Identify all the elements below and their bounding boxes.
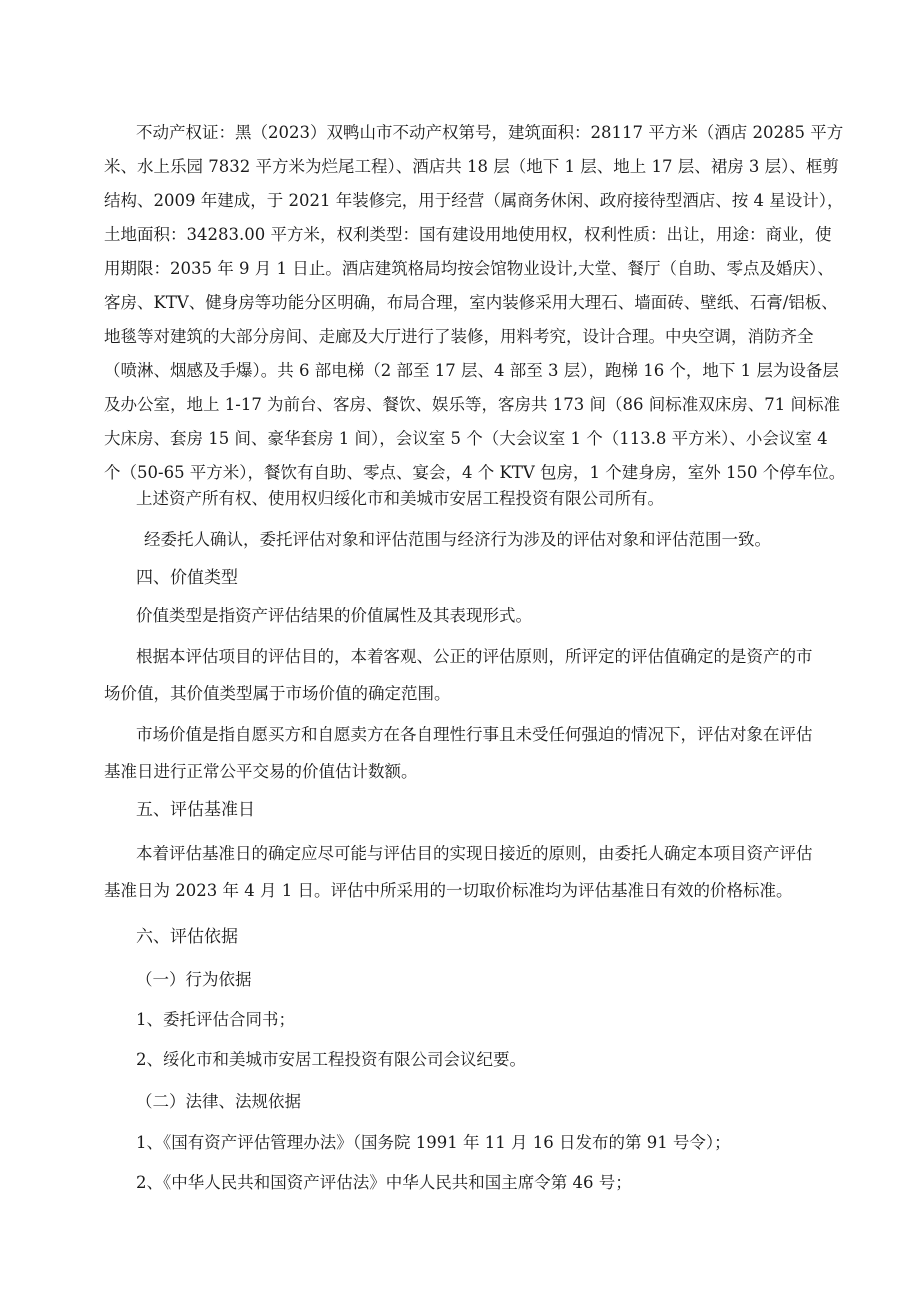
value-type-definition: 价值类型是指资产评估结果的价值属性及其表现形式。	[136, 606, 532, 625]
text-line: 土地面积：34283.00 平方米，权利类型：国有建设用地使用权，权利性质：出让，用途：商业，使	[104, 225, 832, 244]
subsection-heading-behavior-basis: （一）行为依据	[136, 970, 252, 989]
text-line: 根据本评估项目的评估目的，本着客观、公正的评估原则，所评定的评估值确定的是资产的市	[136, 647, 813, 666]
text-line: 结构、2009 年建成，于 2021 年装修完，用于经营（属商务休闲、政府接待型酒店、按 4 星设计），	[104, 191, 844, 210]
text-line: 个（50-65 平方米），餐饮有自助、零点、宴会，4 个 KTV 包房，1 个建身房，室外 150 个停车位。	[104, 463, 846, 482]
text-line: 大床房、套房 15 间、豪华套房 1 间），会议室 5 个（大会议室 1 个（113.8 平方米）、小会议室 4	[104, 429, 828, 448]
list-item: 2、《中华人民共和国资产评估法》中华人民共和国主席令第 46 号；	[136, 1173, 632, 1192]
ownership-paragraph: 上述资产所有权、使用权归绥化市和美城市安居工程投资有限公司所有。	[136, 489, 664, 508]
section-heading-base-date: 五、评估基准日	[136, 800, 255, 820]
list-item: 1、委托评估合同书；	[136, 1010, 295, 1029]
text-line: 客房、KTV、健身房等功能分区明确，布局合理，室内装修采用大理石、墙面砖、壁纸、石膏/铝板、	[104, 293, 838, 312]
text-line: 米、水上乐园 7832 平方米为烂尾工程）、酒店共 18 层（地下 1 层、地上 17 层、裙房 3 层）、框剪	[104, 157, 839, 176]
text-line: 基准日为 2023 年 4 月 1 日。评估中所采用的一切取价标准均为评估基准日有效的价格标准。	[104, 881, 793, 900]
subsection-heading-legal-basis: （二）法律、法规依据	[136, 1092, 301, 1111]
text-line: 地毯等对建筑的大部分房间、走廊及大厅进行了装修，用料考究，设计合理。中央空调，消防齐全	[104, 327, 814, 346]
text-line: 及办公室，地上 1-17 为前台、客房、餐饮、娱乐等，客房共 173 间（86 间标准双床房、71 间标准	[104, 395, 841, 414]
section-heading-basis: 六、评估依据	[136, 927, 238, 947]
section-heading-value-type: 四、价值类型	[136, 568, 238, 588]
text-line: 用期限：2035 年 9 月 1 日止。酒店建筑格局均按会馆物业设计,大堂、餐厅（自助、零点及婚庆）、	[104, 259, 834, 278]
text-line: 不动产权证：黑（2023）双鸭山市不动产权第号，建筑面积：28117 平方米（酒店 20285 平方	[136, 123, 844, 142]
list-item: 2、绥化市和美城市安居工程投资有限公司会议纪要。	[136, 1050, 526, 1069]
text-line: 本着评估基准日的确定应尽可能与评估目的实现日接近的原则，由委托人确定本项目资产评估	[136, 844, 813, 863]
text-line: （喷淋、烟感及手爆）。共 6 部电梯（2 部至 17 层、4 部至 3 层），跑梯 16 个，地下 1 层为设备层	[104, 361, 839, 380]
scope-confirmation-paragraph: 经委托人确认，委托评估对象和评估范围与经济行为涉及的评估对象和评估范围一致。	[144, 530, 771, 549]
text-line: 市场价值是指自愿买方和自愿卖方在各自理性行事且未受任何强迫的情况下，评估对象在评估	[136, 725, 813, 744]
list-item: 1、《国有资产评估管理办法》（国务院 1991 年 11 月 16 日发布的第 91 号令）；	[136, 1133, 731, 1152]
text-line: 基准日进行正常公平交易的价值估计数额。	[104, 762, 418, 781]
text-line: 场价值，其价值类型属于市场价值的确定范围。	[104, 684, 451, 703]
